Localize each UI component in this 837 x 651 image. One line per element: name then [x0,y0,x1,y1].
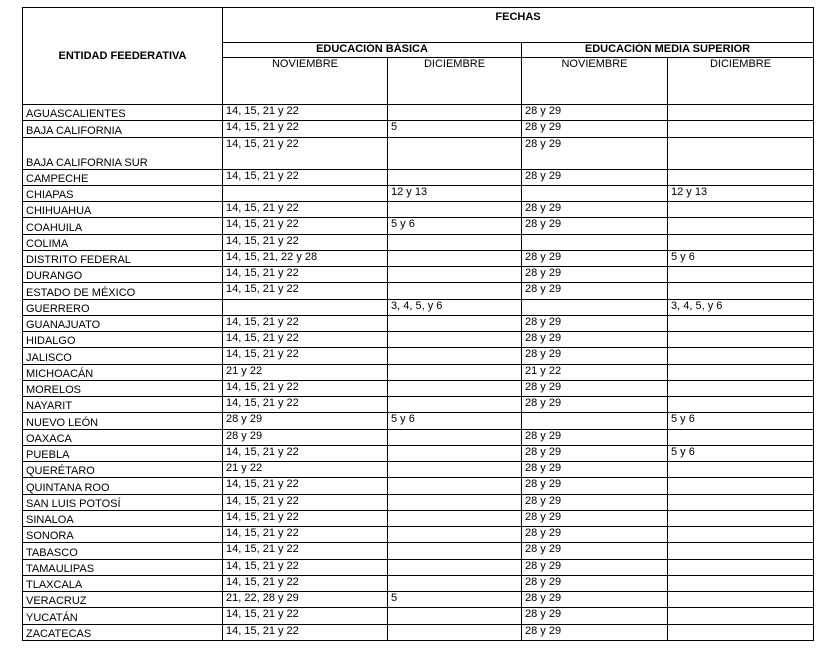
media-noviembre-cell: 28 y 29 [522,137,668,169]
table-row [23,299,814,315]
table-row [23,462,814,478]
table-row [23,332,814,348]
entity-name: NUEVO LEÓN [23,413,223,429]
entity-name: BAJA CALIFORNIA [23,121,223,137]
basica-diciembre-cell [388,462,522,478]
basica-noviembre-cell: 14, 15, 21 y 22 [223,121,388,137]
entity-name: HIDALGO [23,332,223,348]
media-diciembre-cell [668,575,814,591]
basica-noviembre-cell: 21 y 22 [223,462,388,478]
media-noviembre-cell: 21 y 22 [522,364,668,380]
media-diciembre-cell [668,397,814,413]
entity-name: TAMAULIPAS [23,559,223,575]
media-diciembre-cell: 5 y 6 [668,413,814,429]
basica-noviembre-cell: 14, 15, 21 y 22 [223,267,388,283]
media-noviembre-cell: 28 y 29 [522,348,668,364]
basica-diciembre-cell [388,478,522,494]
media-noviembre-cell [522,234,668,250]
basica-diciembre-cell [388,169,522,185]
media-diciembre-cell: 5 y 6 [668,250,814,266]
entity-name: DISTRITO FEDERAL [23,250,223,266]
basica-noviembre-cell: 14, 15, 21 y 22 [223,445,388,461]
basica-noviembre-cell: 14, 15, 21 y 22 [223,348,388,364]
basica-noviembre-cell: 21, 22, 28 y 29 [223,592,388,608]
table-row [23,429,814,445]
basica-noviembre-cell: 14, 15, 21 y 22 [223,283,388,299]
basica-diciembre-cell [388,315,522,331]
entity-name: COAHUILA [23,218,223,234]
media-noviembre-cell: 28 y 29 [522,462,668,478]
basica-noviembre-cell: 14, 15, 21 y 22 [223,315,388,331]
basica-diciembre-cell [388,494,522,510]
table-row [23,543,814,559]
basica-diciembre-cell [388,332,522,348]
basica-diciembre-cell [388,543,522,559]
table-row [23,413,814,429]
media-diciembre-cell [668,494,814,510]
basica-diciembre-cell: 5 y 6 [388,218,522,234]
basica-diciembre-cell [388,234,522,250]
table-row [23,283,814,299]
basica-diciembre-cell [388,348,522,364]
basica-noviembre-cell: 14, 15, 21 y 22 [223,543,388,559]
media-diciembre-cell [668,527,814,543]
entity-name: ESTADO DE MÉXICO [23,283,223,299]
media-diciembre-cell [668,462,814,478]
basica-diciembre-cell [388,624,522,640]
media-noviembre-cell: 28 y 29 [522,575,668,591]
media-diciembre-cell [668,121,814,137]
basica-diciembre-cell: 5 y 6 [388,413,522,429]
basica-diciembre-cell: 12 y 13 [388,185,522,201]
basica-noviembre-cell: 14, 15, 21 y 22 [223,397,388,413]
media-noviembre-cell: 28 y 29 [522,315,668,331]
header-educacion-media-superior: EDUCACIÓN MEDIA SUPERIOR [522,43,814,58]
media-diciembre-cell [668,429,814,445]
table-row [23,169,814,185]
entity-name: GUERRERO [23,299,223,315]
calendar-table [22,7,814,641]
basica-noviembre-cell: 14, 15, 21 y 22 [223,332,388,348]
basica-noviembre-cell: 14, 15, 21 y 22 [223,137,388,169]
media-noviembre-cell [522,299,668,315]
media-diciembre-cell [668,202,814,218]
media-noviembre-cell: 28 y 29 [522,380,668,396]
table-row [23,250,814,266]
media-diciembre-cell [668,218,814,234]
basica-diciembre-cell [388,527,522,543]
media-noviembre-cell: 28 y 29 [522,121,668,137]
basica-noviembre-cell: 14, 15, 21 y 22 [223,169,388,185]
basica-noviembre-cell: 14, 15, 21 y 22 [223,202,388,218]
table-row [23,624,814,640]
table-row [23,137,814,169]
media-diciembre-cell: 3, 4, 5, y 6 [668,299,814,315]
media-noviembre-cell: 28 y 29 [522,559,668,575]
basica-noviembre-cell: 14, 15, 21 y 22 [223,624,388,640]
media-diciembre-cell [668,315,814,331]
basica-noviembre-cell: 14, 15, 21 y 22 [223,608,388,624]
entity-name: OAXACA [23,429,223,445]
entity-name: MICHOACÁN [23,364,223,380]
entity-name: JALISCO [23,348,223,364]
header-fechas: FECHAS [223,8,814,43]
entity-name: AGUASCALIENTES [23,105,223,121]
basica-diciembre-cell [388,429,522,445]
basica-noviembre-cell: 28 y 29 [223,429,388,445]
media-noviembre-cell: 28 y 29 [522,543,668,559]
entity-name: SONORA [23,527,223,543]
entity-name: CHIAPAS [23,185,223,201]
table-row [23,445,814,461]
media-noviembre-cell: 28 y 29 [522,494,668,510]
table-row [23,380,814,396]
basica-noviembre-cell: 14, 15, 21 y 22 [223,218,388,234]
entity-name: NAYARIT [23,397,223,413]
media-diciembre-cell [668,624,814,640]
table-row [23,494,814,510]
media-noviembre-cell: 28 y 29 [522,608,668,624]
basica-noviembre-cell [223,299,388,315]
media-diciembre-cell: 12 y 13 [668,185,814,201]
entity-name: SAN LUIS POTOSÍ [23,494,223,510]
basica-diciembre-cell [388,510,522,526]
entity-name: MORELOS [23,380,223,396]
table-row [23,478,814,494]
media-diciembre-cell [668,267,814,283]
basica-diciembre-cell [388,137,522,169]
entity-name: DURANGO [23,267,223,283]
basica-diciembre-cell [388,364,522,380]
basica-diciembre-cell: 5 [388,592,522,608]
media-diciembre-cell: 5 y 6 [668,445,814,461]
media-diciembre-cell [668,348,814,364]
media-diciembre-cell [668,608,814,624]
basica-diciembre-cell [388,559,522,575]
basica-noviembre-cell: 21 y 22 [223,364,388,380]
entity-name: SINALOA [23,510,223,526]
basica-noviembre-cell: 14, 15, 21 y 22 [223,478,388,494]
basica-diciembre-cell [388,267,522,283]
basica-noviembre-cell: 14, 15, 21 y 22 [223,494,388,510]
media-diciembre-cell [668,478,814,494]
table-row [23,105,814,121]
media-noviembre-cell: 28 y 29 [522,445,668,461]
table-row [23,575,814,591]
basica-diciembre-cell [388,283,522,299]
media-diciembre-cell [668,364,814,380]
media-noviembre-cell [522,185,668,201]
media-noviembre-cell: 28 y 29 [522,527,668,543]
table-row [23,121,814,137]
header-basica-diciembre: DICIEMBRE [388,58,522,105]
basica-noviembre-cell: 14, 15, 21 y 22 [223,510,388,526]
table-body [23,105,814,641]
media-noviembre-cell: 28 y 29 [522,478,668,494]
basica-noviembre-cell: 14, 15, 21, 22 y 28 [223,250,388,266]
media-noviembre-cell: 28 y 29 [522,510,668,526]
media-noviembre-cell: 28 y 29 [522,624,668,640]
basica-noviembre-cell: 28 y 29 [223,413,388,429]
basica-diciembre-cell: 3, 4, 5, y 6 [388,299,522,315]
media-noviembre-cell: 28 y 29 [522,169,668,185]
table-row [23,218,814,234]
basica-diciembre-cell: 5 [388,121,522,137]
media-diciembre-cell [668,510,814,526]
media-noviembre-cell: 28 y 29 [522,592,668,608]
media-noviembre-cell: 28 y 29 [522,283,668,299]
header-basica-noviembre: NOVIEMBRE [223,58,388,105]
basica-diciembre-cell [388,380,522,396]
table-row [23,397,814,413]
table-row [23,559,814,575]
entity-name: GUANAJUATO [23,315,223,331]
basica-diciembre-cell [388,250,522,266]
table-row [23,267,814,283]
header-media-noviembre: NOVIEMBRE [522,58,668,105]
media-noviembre-cell: 28 y 29 [522,105,668,121]
media-diciembre-cell [668,559,814,575]
media-diciembre-cell [668,380,814,396]
basica-diciembre-cell [388,202,522,218]
table-row [23,510,814,526]
table-row [23,592,814,608]
table-row [23,527,814,543]
header-educacion-basica: EDUCACIÓN BÁSICA [223,43,522,58]
media-noviembre-cell: 28 y 29 [522,397,668,413]
table-row [23,315,814,331]
header-entity: ENTIDAD FEEDERATIVA [23,8,223,105]
basica-noviembre-cell: 14, 15, 21 y 22 [223,234,388,250]
basica-diciembre-cell [388,445,522,461]
media-diciembre-cell [668,283,814,299]
media-diciembre-cell [668,332,814,348]
media-diciembre-cell [668,137,814,169]
table-row [23,608,814,624]
media-noviembre-cell: 28 y 29 [522,332,668,348]
basica-noviembre-cell: 14, 15, 21 y 22 [223,380,388,396]
basica-diciembre-cell [388,105,522,121]
table-row [23,364,814,380]
basica-noviembre-cell: 14, 15, 21 y 22 [223,105,388,121]
media-noviembre-cell: 28 y 29 [522,250,668,266]
media-diciembre-cell [668,592,814,608]
basica-diciembre-cell [388,608,522,624]
entity-name: CHIHUAHUA [23,202,223,218]
entity-name: ZACATECAS [23,624,223,640]
media-diciembre-cell [668,543,814,559]
entity-name: COLIMA [23,234,223,250]
basica-diciembre-cell [388,397,522,413]
table-row [23,202,814,218]
entity-name: CAMPECHE [23,169,223,185]
basica-noviembre-cell: 14, 15, 21 y 22 [223,527,388,543]
table-row [23,234,814,250]
media-noviembre-cell [522,413,668,429]
media-diciembre-cell [668,169,814,185]
table-row [23,185,814,201]
basica-diciembre-cell [388,575,522,591]
media-noviembre-cell: 28 y 29 [522,429,668,445]
media-diciembre-cell [668,234,814,250]
entity-name: QUINTANA ROO [23,478,223,494]
media-noviembre-cell: 28 y 29 [522,218,668,234]
entity-name: VERACRUZ [23,592,223,608]
media-noviembre-cell: 28 y 29 [522,267,668,283]
entity-name: TABASCO [23,543,223,559]
entity-name: QUERÉTARO [23,462,223,478]
basica-noviembre-cell: 14, 15, 21 y 22 [223,559,388,575]
media-diciembre-cell [668,105,814,121]
entity-name: YUCATÁN [23,608,223,624]
table-row [23,348,814,364]
header-media-diciembre: DICIEMBRE [668,58,814,105]
entity-name: BAJA CALIFORNIA SUR [23,137,223,169]
entity-name: TLAXCALA [23,575,223,591]
entity-name: PUEBLA [23,445,223,461]
media-noviembre-cell: 28 y 29 [522,202,668,218]
basica-noviembre-cell: 14, 15, 21 y 22 [223,575,388,591]
basica-noviembre-cell [223,185,388,201]
